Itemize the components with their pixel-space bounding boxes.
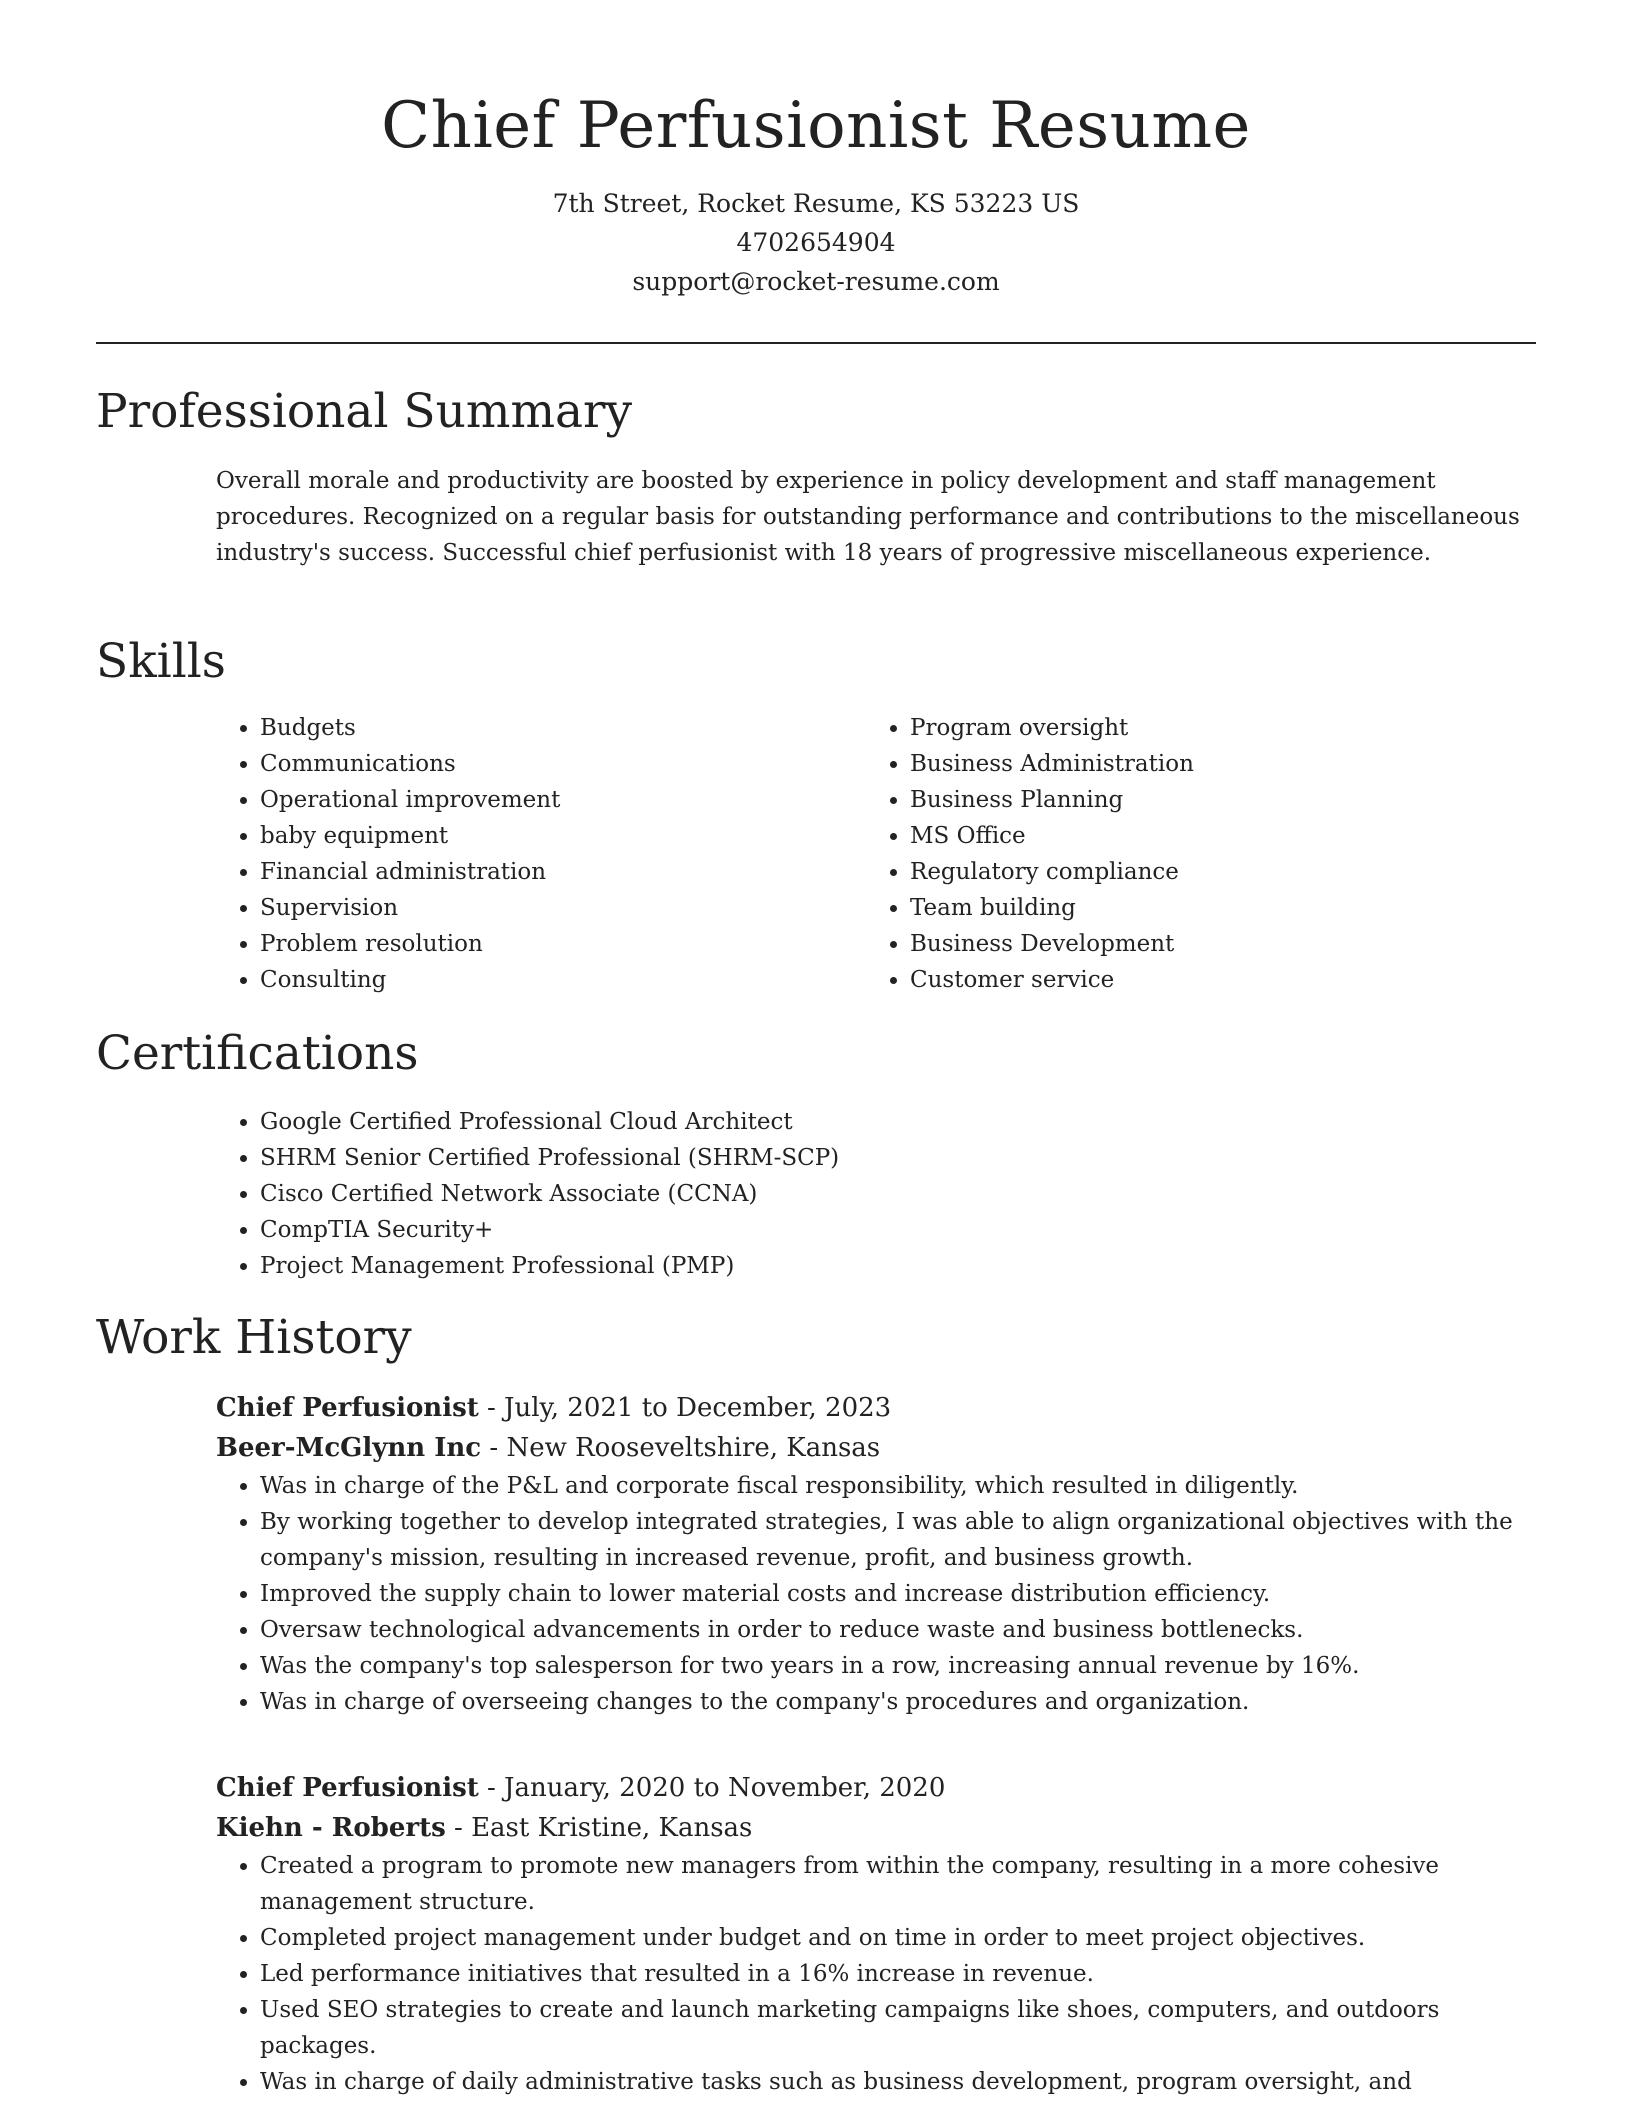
skill-item: • Budgets bbox=[260, 710, 856, 746]
job-entry bbox=[216, 1388, 1536, 1720]
work-history-heading: Work History bbox=[96, 1310, 412, 1365]
job-bullet: • Created a program to promote new managers from within the company, resulting in a more cohesive management structure. bbox=[260, 1848, 1536, 1920]
skill-item: • Communications bbox=[260, 746, 856, 782]
skills-column-right bbox=[866, 710, 1506, 998]
contact-email: support@rocket-resume.com bbox=[632, 267, 1000, 296]
skill-item: • MS Office bbox=[910, 818, 1506, 854]
certification-item: • SHRM Senior Certified Professional (SHRM-SCP) bbox=[260, 1140, 1536, 1176]
job-company: Kiehn - Roberts bbox=[216, 1813, 446, 1843]
skill-item: • Team building bbox=[910, 890, 1506, 926]
job-separator: - bbox=[454, 1813, 472, 1843]
skill-item: • baby equipment bbox=[260, 818, 856, 854]
resume-header bbox=[0, 0, 1632, 301]
certifications-heading: Certifications bbox=[96, 1026, 419, 1081]
page-title: Chief Perfusionist Resume bbox=[381, 89, 1251, 163]
job-title-line bbox=[216, 1388, 1536, 1428]
job-role: Chief Perfusionist bbox=[216, 1773, 479, 1803]
job-bullet: • Was in charge of daily administrative tasks such as business development, program oversight, and bbox=[260, 2064, 1536, 2100]
skill-item: • Supervision bbox=[260, 890, 856, 926]
summary-heading: Professional Summary bbox=[96, 384, 633, 439]
job-dates: July, 2021 to December, 2023 bbox=[504, 1393, 892, 1423]
job-separator: - bbox=[489, 1433, 507, 1463]
summary-section bbox=[216, 463, 1536, 571]
summary-text: Overall morale and productivity are boosted by experience in policy development and staff management procedures. Recognized on a regular basis for outstanding performance and contributions to the miscellaneous industry's success. Successful chief perfusionist with 18 years of progressive miscellaneous experience. bbox=[216, 468, 1520, 566]
certification-item: • Google Certified Professional Cloud Architect bbox=[260, 1104, 1536, 1140]
skill-item: • Business Development bbox=[910, 926, 1506, 962]
skills-heading: Skills bbox=[96, 634, 226, 689]
job-company-line bbox=[216, 1808, 1536, 1848]
skills-column-left bbox=[216, 710, 856, 998]
job-company: Beer-McGlynn Inc bbox=[216, 1433, 482, 1463]
contact-block bbox=[0, 184, 1632, 301]
job-bullets bbox=[216, 1848, 1536, 2100]
job-bullet: • Oversaw technological advancements in order to reduce waste and business bottlenecks. bbox=[260, 1612, 1536, 1648]
job-bullet: • Used SEO strategies to create and launch marketing campaigns like shoes, computers, and outdoors packages. bbox=[260, 1992, 1536, 2064]
job-dates: January, 2020 to November, 2020 bbox=[504, 1773, 946, 1803]
job-bullet: • Was the company's top salesperson for two years in a row, increasing annual revenue by 16%. bbox=[260, 1648, 1536, 1684]
job-entry bbox=[216, 1768, 1536, 2100]
skill-item: • Program oversight bbox=[910, 710, 1506, 746]
job-bullet: • Was in charge of the P&L and corporate fiscal responsibility, which resulted in diligently. bbox=[260, 1468, 1536, 1504]
contact-phone: 4702654904 bbox=[736, 228, 896, 257]
skill-item: • Financial administration bbox=[260, 854, 856, 890]
skill-item: • Consulting bbox=[260, 962, 856, 998]
job-title-line bbox=[216, 1768, 1536, 1808]
certification-item: • Cisco Certified Network Associate (CCNA) bbox=[260, 1176, 1536, 1212]
job-bullet: • Was in charge of overseeing changes to the company's procedures and organization. bbox=[260, 1684, 1536, 1720]
skill-item: • Problem resolution bbox=[260, 926, 856, 962]
header-divider bbox=[96, 342, 1536, 344]
certifications-list bbox=[216, 1104, 1536, 1284]
job-location: New Rooseveltshire, Kansas bbox=[506, 1433, 881, 1463]
certification-item: • CompTIA Security+ bbox=[260, 1212, 1536, 1248]
job-location: East Kristine, Kansas bbox=[471, 1813, 753, 1843]
skill-item: • Customer service bbox=[910, 962, 1506, 998]
job-bullets bbox=[216, 1468, 1536, 1720]
job-bullet: • By working together to develop integrated strategies, I was able to align organizational objectives with the company's mission, resulting in increased revenue, profit, and business growth. bbox=[260, 1504, 1536, 1576]
skill-item: • Business Administration bbox=[910, 746, 1506, 782]
job-bullet: • Completed project management under budget and on time in order to meet project objectives. bbox=[260, 1920, 1536, 1956]
job-separator: - bbox=[486, 1393, 505, 1423]
job-separator: - bbox=[486, 1773, 505, 1803]
contact-address: 7th Street, Rocket Resume, KS 53223 US bbox=[552, 189, 1080, 218]
skill-item: • Operational improvement bbox=[260, 782, 856, 818]
skill-item: • Regulatory compliance bbox=[910, 854, 1506, 890]
job-company-line bbox=[216, 1428, 1536, 1468]
job-role: Chief Perfusionist bbox=[216, 1393, 479, 1423]
job-bullet: • Led performance initiatives that resulted in a 16% increase in revenue. bbox=[260, 1956, 1536, 1992]
job-bullet: • Improved the supply chain to lower material costs and increase distribution efficiency. bbox=[260, 1576, 1536, 1612]
certification-item: • Project Management Professional (PMP) bbox=[260, 1248, 1536, 1284]
skill-item: • Business Planning bbox=[910, 782, 1506, 818]
